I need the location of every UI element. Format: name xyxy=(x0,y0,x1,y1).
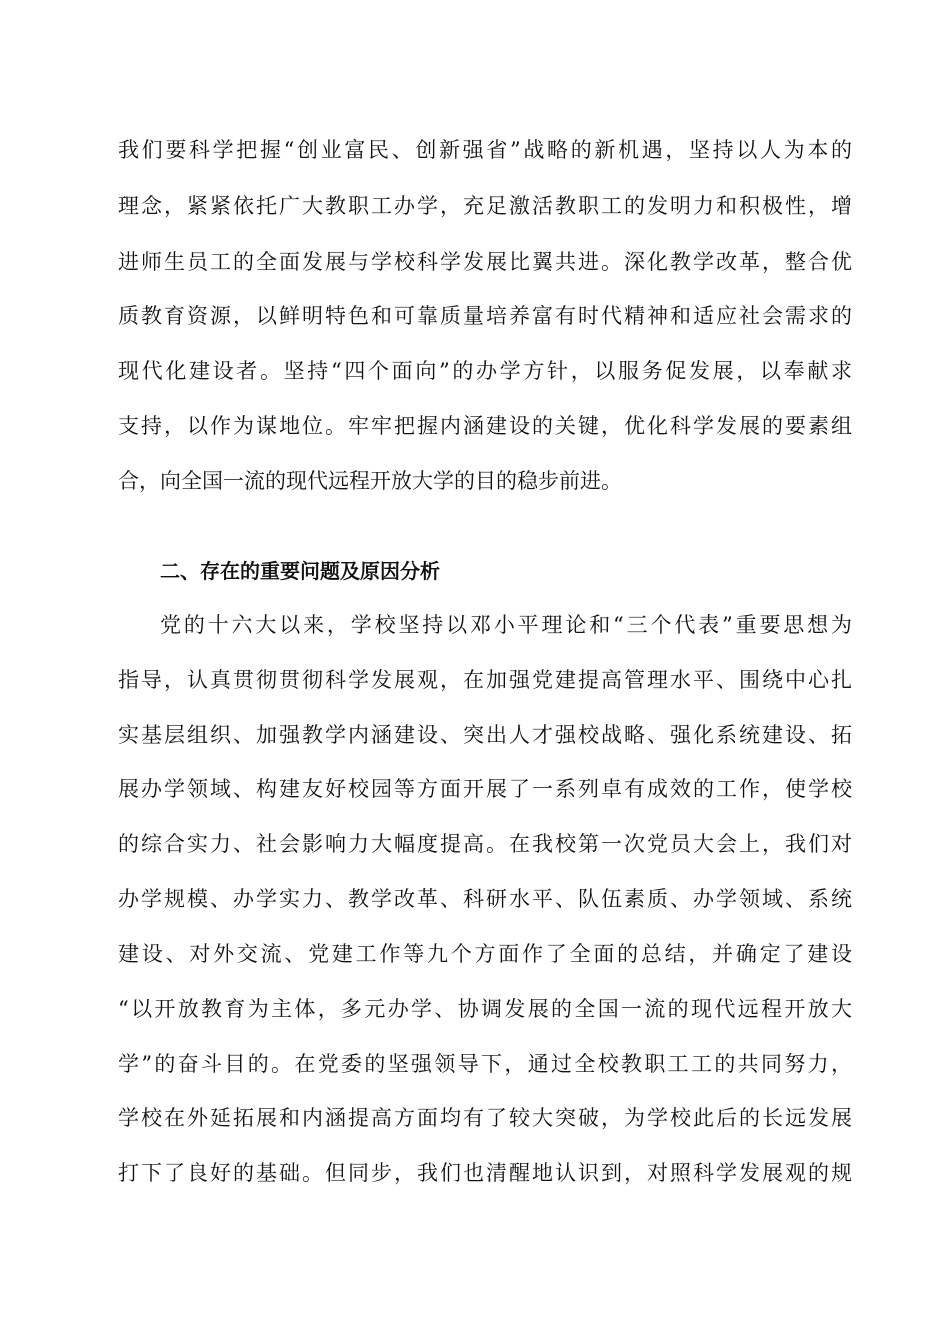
paragraph-line: 学校在外延拓展和内涵提高方面均有了较大突破，为学校此后的长远发展 xyxy=(118,1106,852,1130)
paragraph-line: 党的十六大以来，学校坚持以邓小平理论和“三个代表”重要思想为 xyxy=(160,613,852,637)
paragraph-line: 进师生员工的全面发展与学校科学发展比翼共进。深化教学改革，整合优 xyxy=(118,250,852,274)
paragraph-line: 打下了良好的基础。但同步，我们也清醒地认识到，对照科学发展观的规 xyxy=(118,1161,852,1185)
paragraph-line: 学”的奋斗目的。在党委的坚强领导下，通过全校教职工工的共同努力， xyxy=(118,1052,852,1076)
paragraph-line: “以开放教育为主体，多元办学、协调发展的全国一流的现代远程开放大 xyxy=(118,997,852,1021)
paragraph-line: 实基层组织、加强教学内涵建设、突出人才强校战略、强化系统建设、拓 xyxy=(118,723,852,747)
paragraph-line: 办学规模、办学实力、教学改革、科研水平、队伍素质、办学领域、系统 xyxy=(118,887,852,911)
section-heading: 二、存在的重要问题及原因分析 xyxy=(160,559,440,583)
paragraph-line: 合，向全国一流的现代远程开放大学的目的稳步前进。 xyxy=(118,469,622,493)
paragraph-line: 质教育资源，以鲜明特色和可靠质量培养富有时代精神和适应社会需求的 xyxy=(118,304,852,328)
paragraph-line: 建设、对外交流、党建工作等九个方面作了全面的总结，并确定了建设 xyxy=(118,942,852,966)
paragraph-line: 支持，以作为谋地位。牢牢把握内涵建设的关键，优化科学发展的要素组 xyxy=(118,414,852,438)
paragraph-line: 展办学领域、构建友好校园等方面开展了一系列卓有成效的工作，使学校 xyxy=(118,777,852,801)
paragraph-line: 的综合实力、社会影响力大幅度提高。在我校第一次党员大会上，我们对 xyxy=(118,832,852,856)
paragraph-line: 指导，认真贯彻贯彻科学发展观，在加强党建提高管理水平、围绕中心扎 xyxy=(118,668,852,692)
paragraph-line: 理念，紧紧依托广大教职工办学，充足激活教职工的发明力和积极性，增 xyxy=(118,194,852,218)
paragraph-line: 我们要科学把握“创业富民、创新强省”战略的新机遇，坚持以人为本的 xyxy=(118,138,852,162)
paragraph-line: 现代化建设者。坚持“四个面向”的办学方针，以服务促发展，以奉献求 xyxy=(118,359,852,383)
